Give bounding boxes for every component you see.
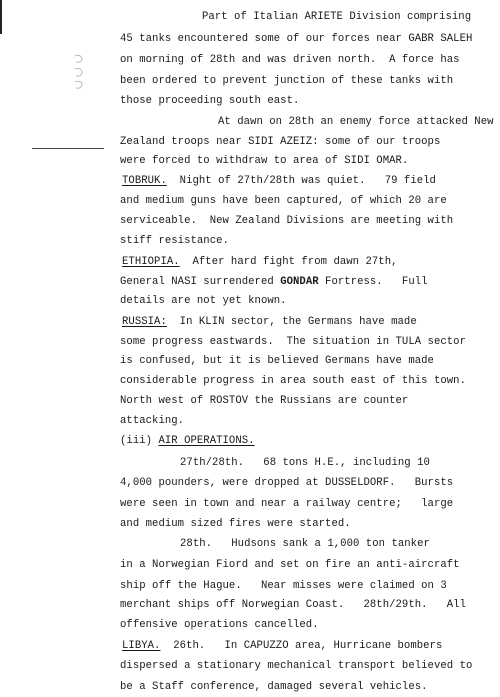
text-line: 45 tanks encountered some of our forces near GABR SALEH [120,33,473,46]
text-line: is confused, but it is believed Germans have made [120,355,434,368]
section-ethiopia [122,255,398,269]
section-air-operations [120,434,255,448]
text-line: serviceable. New Zealand Divisions are meeting with [120,215,454,228]
text-line [120,275,428,289]
text-run: General NASI surrendered [120,275,281,288]
text-run: (iii) [120,435,159,448]
text-line: North west of ROSTOV the Russians are counter [120,394,409,407]
section-heading: AIR OPERATIONS. [158,435,255,448]
text-line: be a Staff conference, damaged several vehicles. [120,681,428,693]
text-run: Night of 27th/28th was quiet. 79 field [166,175,436,188]
text-line: considerable progress in area south east of this town. [120,375,466,388]
text-line: were forced to withdraw to area of SIDI OMAR. [120,155,409,168]
section-heading: RUSSIA: [122,315,167,328]
text-line: were seen in town and near a railway centre; large [120,498,454,511]
margin-stamp-mark [72,52,86,90]
text-line: 28th. Hudsons sank a 1,000 ton tanker [180,538,430,551]
emphasis-text: GONDAR [280,275,319,288]
section-tobruk [122,174,436,188]
text-run: In KLIN sector, the Germans have made [166,315,417,328]
page-edge-mark [0,0,2,34]
text-line: dispersed a stationary mechanical transport believed to [120,660,473,673]
text-line: At dawn on 28th an enemy force attacked New [218,115,494,128]
text-line: Zealand troops near SIDI AZEIZ: some of our troops [120,135,441,148]
text-run: After hard fight from dawn 27th, [179,255,398,268]
text-line: and medium sized fires were started. [120,517,351,530]
text-line: on morning of 28th and was driven north. A force has [120,54,460,67]
text-line: ship off the Hague. Near misses were claimed on 3 [120,579,447,592]
section-heading: ETHIOPIA. [122,255,180,268]
text-line: offensive operations cancelled. [120,619,319,632]
text-run: Fortress. Full [318,275,428,288]
text-line: stiff resistance. [120,235,229,248]
text-line: merchant ships off Norwegian Coast. 28th/29th. All [120,599,466,612]
text-line: 4,000 pounders, were dropped at DUSSELDORF. Bursts [120,477,454,490]
margin-rule [32,148,104,149]
section-heading: LIBYA. [122,639,161,652]
text-line: Part of Italian ARIETE Division comprising [202,11,472,23]
text-line: details are not yet known. [120,295,287,308]
text-line: those proceeding south east. [120,95,300,108]
text-line: and medium guns have been captured, of which 20 are [120,194,447,207]
text-line: 27th/28th. 68 tons H.E., including 10 [180,456,430,469]
text-line: in a Norwegian Fiord and set on fire an anti-aircraft [120,559,460,572]
text-run: 26th. In CAPUZZO area, Hurricane bombers [160,639,443,652]
section-russia [122,315,417,329]
section-heading: TOBRUK. [122,175,167,188]
text-line: some progress eastwards. The situation in TULA sector [120,335,466,348]
section-libya [122,639,442,653]
text-line: been ordered to prevent junction of these tanks with [120,74,454,87]
text-line: attacking. [120,414,185,427]
